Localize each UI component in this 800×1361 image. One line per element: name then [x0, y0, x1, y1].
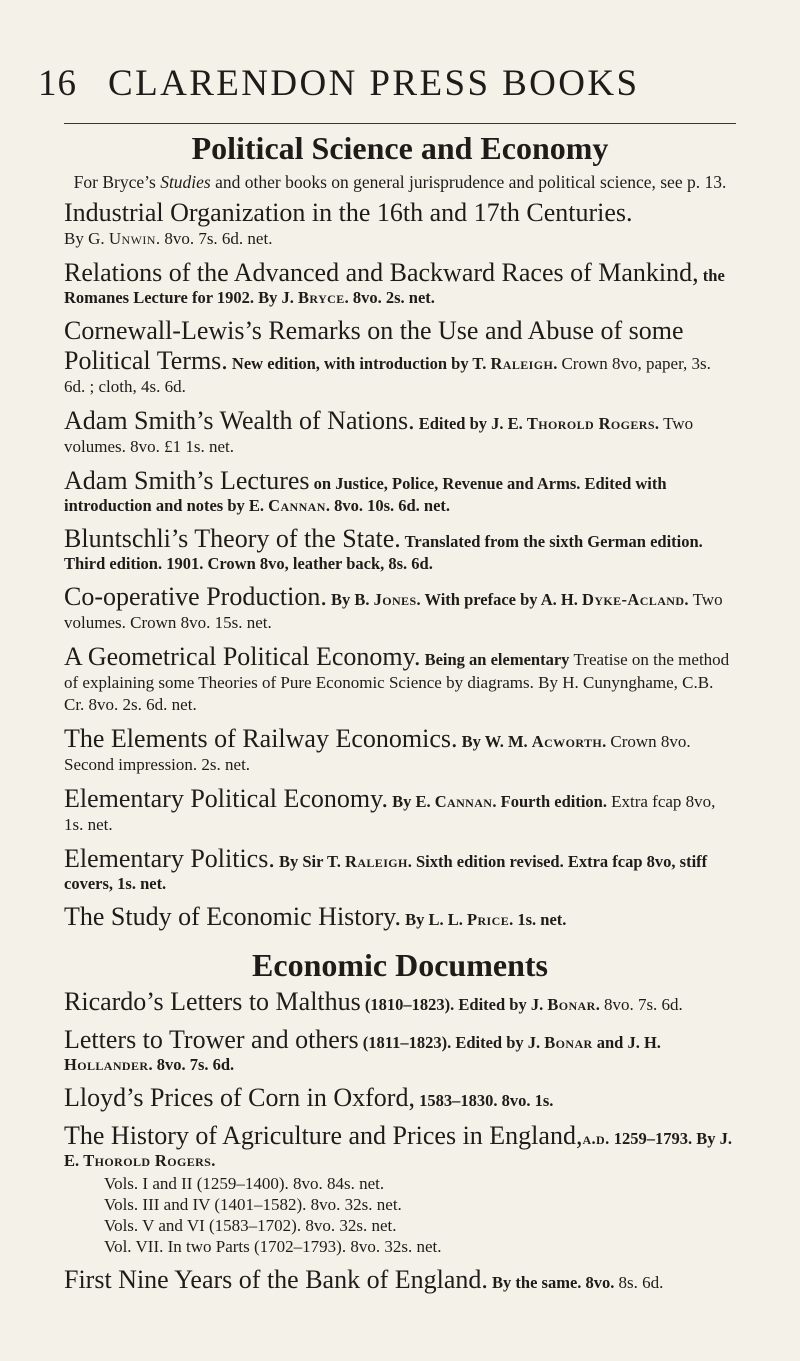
section-heading: Political Science and Economy — [191, 130, 609, 166]
entry-title: Cornewall-Lewis’s Remarks on the Use and Abuse of some Political Terms. — [64, 316, 684, 375]
entry-text — [64, 902, 736, 932]
entry-text — [64, 844, 736, 894]
author-name: Raleigh — [345, 852, 408, 871]
entry-detail: Two volumes. Crown 8vo. 15s. net. — [64, 590, 723, 632]
author-name: Jones — [373, 590, 417, 609]
running-head — [38, 62, 760, 108]
entry-text — [64, 1121, 736, 1171]
document-list — [64, 987, 736, 1295]
page-number: 16 — [38, 63, 77, 104]
entry-description: (1810–1823). Edited by J. Bonar. — [360, 995, 604, 1014]
book-entry — [64, 724, 736, 776]
entry-description: By the same. 8vo. — [487, 1273, 619, 1292]
author-name: Thorold Rogers — [526, 414, 655, 433]
book-entry — [64, 1121, 736, 1257]
entry-description: Translated from the sixth German edition. Third edition. 1901. Crown 8vo, leather back, 8s. 6d. — [64, 532, 703, 573]
book-entry — [64, 642, 736, 716]
entry-detail: 8vo. 7s. 6d. — [603, 995, 683, 1014]
entry-text — [64, 1265, 736, 1295]
entry-detail: Two volumes. 8vo. £1 1s. net. — [64, 414, 694, 456]
book-entry — [64, 844, 736, 894]
note-italic-text: Studies — [160, 172, 211, 192]
entry-detail: Extra fcap 8vo, 1s. net. — [64, 792, 716, 834]
author-name: Bonar — [547, 995, 596, 1014]
entry-detail: Treatise on the method of explaining some Theories of Pure Economic Science by diagrams. By H. Cunynghame, C.B. Cr. 8vo. 2s. 6d. net. — [64, 650, 730, 714]
entry-title: Letters to Trower and others — [64, 1025, 359, 1054]
entry-text — [64, 258, 736, 308]
author-name: Bonar — [544, 1033, 593, 1052]
entry-description: on Justice, Police, Revenue and Arms. Edited with introduction and notes by E. Cannan. 8vo. 10s. 6d. net. — [64, 474, 667, 515]
author-name: Price — [467, 910, 510, 929]
entry-text — [64, 987, 736, 1017]
author-name: Dyke-Acland — [582, 590, 685, 609]
book-entry — [64, 1083, 736, 1113]
note-text: and other books on general jurisprudence and political science, see p. 13. — [210, 172, 727, 192]
header-rule — [64, 123, 736, 124]
book-entry — [64, 784, 736, 836]
entry-title: Ricardo’s Letters to Malthus — [64, 987, 361, 1016]
entry-text — [64, 724, 736, 776]
entry-detail: Crown 8vo. Second impression. 2s. net. — [64, 732, 691, 774]
book-entry — [64, 316, 736, 398]
entry-title: First Nine Years of the Bank of England. — [64, 1265, 488, 1294]
entry-title: The History of Agriculture and Prices in England, — [64, 1121, 583, 1150]
entry-description: By B. Jones. With preface by A. H. Dyke-Acland. — [326, 590, 693, 609]
book-list — [64, 198, 736, 932]
volume-item: Vols. III and IV (1401–1582). 8vo. 32s. net. — [104, 1195, 402, 1214]
book-entry — [64, 198, 736, 250]
entry-description: (1811–1823). Edited by J. Bonar and J. H. Hollander. 8vo. 7s. 6d. — [64, 1033, 661, 1074]
entry-text — [64, 582, 736, 634]
entry-title: A Geometrical Political Economy. — [64, 642, 421, 671]
entry-description: By W. M. Acworth. — [457, 732, 611, 751]
entry-detail: 8s. 6d. — [618, 1273, 664, 1292]
entry-title: The Elements of Railway Economics. — [64, 724, 458, 753]
page-content — [64, 128, 736, 1303]
entry-text — [64, 198, 736, 250]
entry-text — [64, 1083, 736, 1113]
volume-list — [104, 1173, 736, 1257]
author-name: Acworth — [531, 732, 603, 751]
author-name: a.d. — [582, 1129, 610, 1148]
book-entry — [64, 1265, 736, 1295]
entry-description: By L. L. Price. 1s. net. — [400, 910, 567, 929]
author-name: Unwin — [108, 229, 156, 248]
entry-text — [64, 406, 736, 458]
running-title: CLARENDON PRESS BOOKS — [108, 63, 640, 104]
book-entry — [64, 466, 736, 516]
volume-item: Vols. I and II (1259–1400). 8vo. 84s. net. — [104, 1174, 385, 1193]
entry-text — [64, 316, 736, 398]
entry-title: Elementary Political Economy. — [64, 784, 388, 813]
entry-description: a.d. 1259–1793. By J. E. Thorold Rogers. — [64, 1129, 733, 1170]
entry-title: Adam Smith’s Wealth of Nations. — [64, 406, 415, 435]
entry-description: 1583–1830. 8vo. 1s. — [414, 1091, 554, 1110]
entry-detail: By G. Unwin. 8vo. 7s. 6d. net. — [64, 229, 273, 248]
volume-item: Vol. VII. In two Parts (1702–1793). 8vo. 32s. net. — [104, 1237, 442, 1256]
entry-text — [64, 784, 736, 836]
entry-description: By E. Cannan. Fourth edition. — [387, 792, 612, 811]
entry-text — [64, 642, 736, 716]
book-entry — [64, 406, 736, 458]
entry-title: Lloyd’s Prices of Corn in Oxford, — [64, 1083, 415, 1112]
entry-title: Elementary Politics. — [64, 844, 275, 873]
entry-title: Adam Smith’s Lectures — [64, 466, 310, 495]
author-name: Raleigh — [490, 354, 554, 373]
section-heading: Economic Documents — [252, 947, 548, 983]
entry-title: Industrial Organization in the 16th and 17th Centuries. — [64, 198, 633, 227]
book-entry — [64, 902, 736, 932]
entry-title: The Study of Economic History. — [64, 902, 401, 931]
book-entry — [64, 1025, 736, 1075]
entry-description: By Sir T. Raleigh. Sixth edition revised. Extra fcap 8vo, stiff covers, 1s. net. — [64, 852, 708, 893]
author-name: Cannan — [434, 792, 493, 811]
author-name: Thorold Rogers — [83, 1151, 212, 1170]
entry-text — [64, 524, 736, 574]
author-name: Hollander — [64, 1055, 149, 1074]
author-name: Bryce — [298, 288, 345, 307]
entry-title: Relations of the Advanced and Backward Races of Mankind, — [64, 258, 699, 287]
entry-description: Edited by J. E. Thorold Rogers. — [414, 414, 664, 433]
entry-description: Being an elementary — [420, 650, 574, 669]
entry-detail: Crown 8vo, paper, 3s. 6d. ; cloth, 4s. 6d. — [64, 354, 711, 396]
book-entry — [64, 987, 736, 1017]
entry-text — [64, 1025, 736, 1075]
volume-item: Vols. V and VI (1583–1702). 8vo. 32s. net. — [104, 1216, 397, 1235]
entry-description: New edition, with introduction by T. Raleigh. — [227, 354, 562, 373]
entry-text — [64, 466, 736, 516]
cross-reference-note — [70, 171, 730, 194]
entry-title: Bluntschli’s Theory of the State. — [64, 524, 401, 553]
book-entry — [64, 582, 736, 634]
entry-title: Co-operative Production. — [64, 582, 327, 611]
author-name: Cannan — [268, 496, 326, 515]
entry-description: the Romanes Lecture for 1902. By J. Bryce. 8vo. 2s. net. — [64, 266, 725, 307]
book-entry — [64, 524, 736, 574]
note-text: For Bryce’s — [73, 172, 161, 192]
book-entry — [64, 258, 736, 308]
